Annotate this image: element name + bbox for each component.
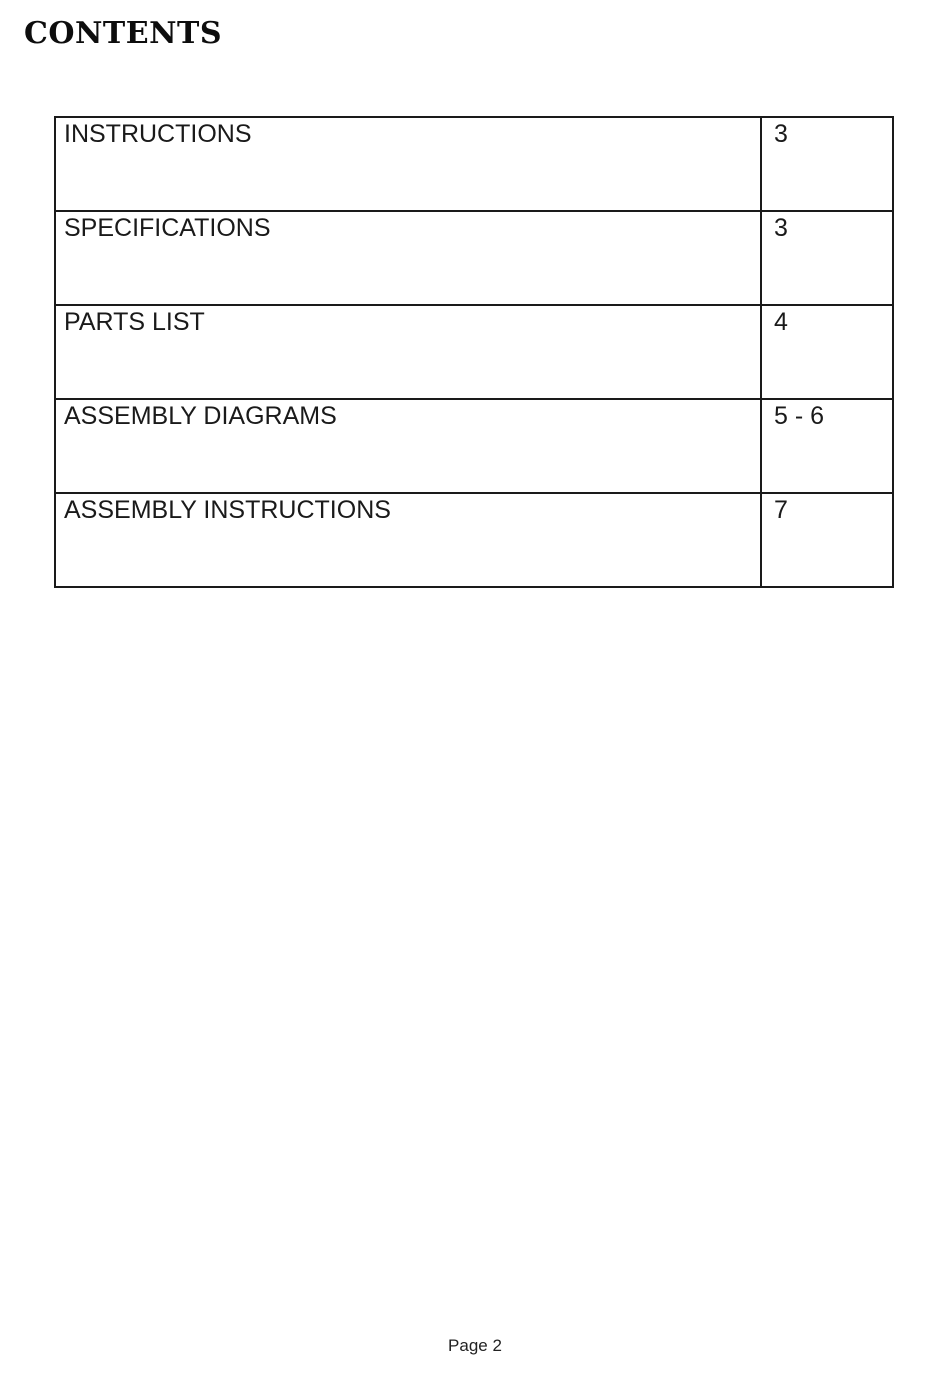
table-row xyxy=(55,493,893,587)
table-row xyxy=(55,399,893,493)
page-number: 4 xyxy=(761,305,893,399)
section-name: ASSEMBLY INSTRUCTIONS xyxy=(55,493,761,587)
section-name: ASSEMBLY DIAGRAMS xyxy=(55,399,761,493)
section-name: PARTS LIST xyxy=(55,305,761,399)
page-footer: Page 2 xyxy=(448,1336,502,1355)
page-number: 3 xyxy=(761,117,893,211)
page-number: 3 xyxy=(761,211,893,305)
section-name: SPECIFICATIONS xyxy=(55,211,761,305)
page-number: 7 xyxy=(761,493,893,587)
contents-table xyxy=(54,116,894,588)
table-row xyxy=(55,211,893,305)
section-name: INSTRUCTIONS xyxy=(55,117,761,211)
table-row xyxy=(55,117,893,211)
table-row xyxy=(55,305,893,399)
page-title: CONTENTS xyxy=(24,16,223,51)
page-number: 5 - 6 xyxy=(761,399,893,493)
